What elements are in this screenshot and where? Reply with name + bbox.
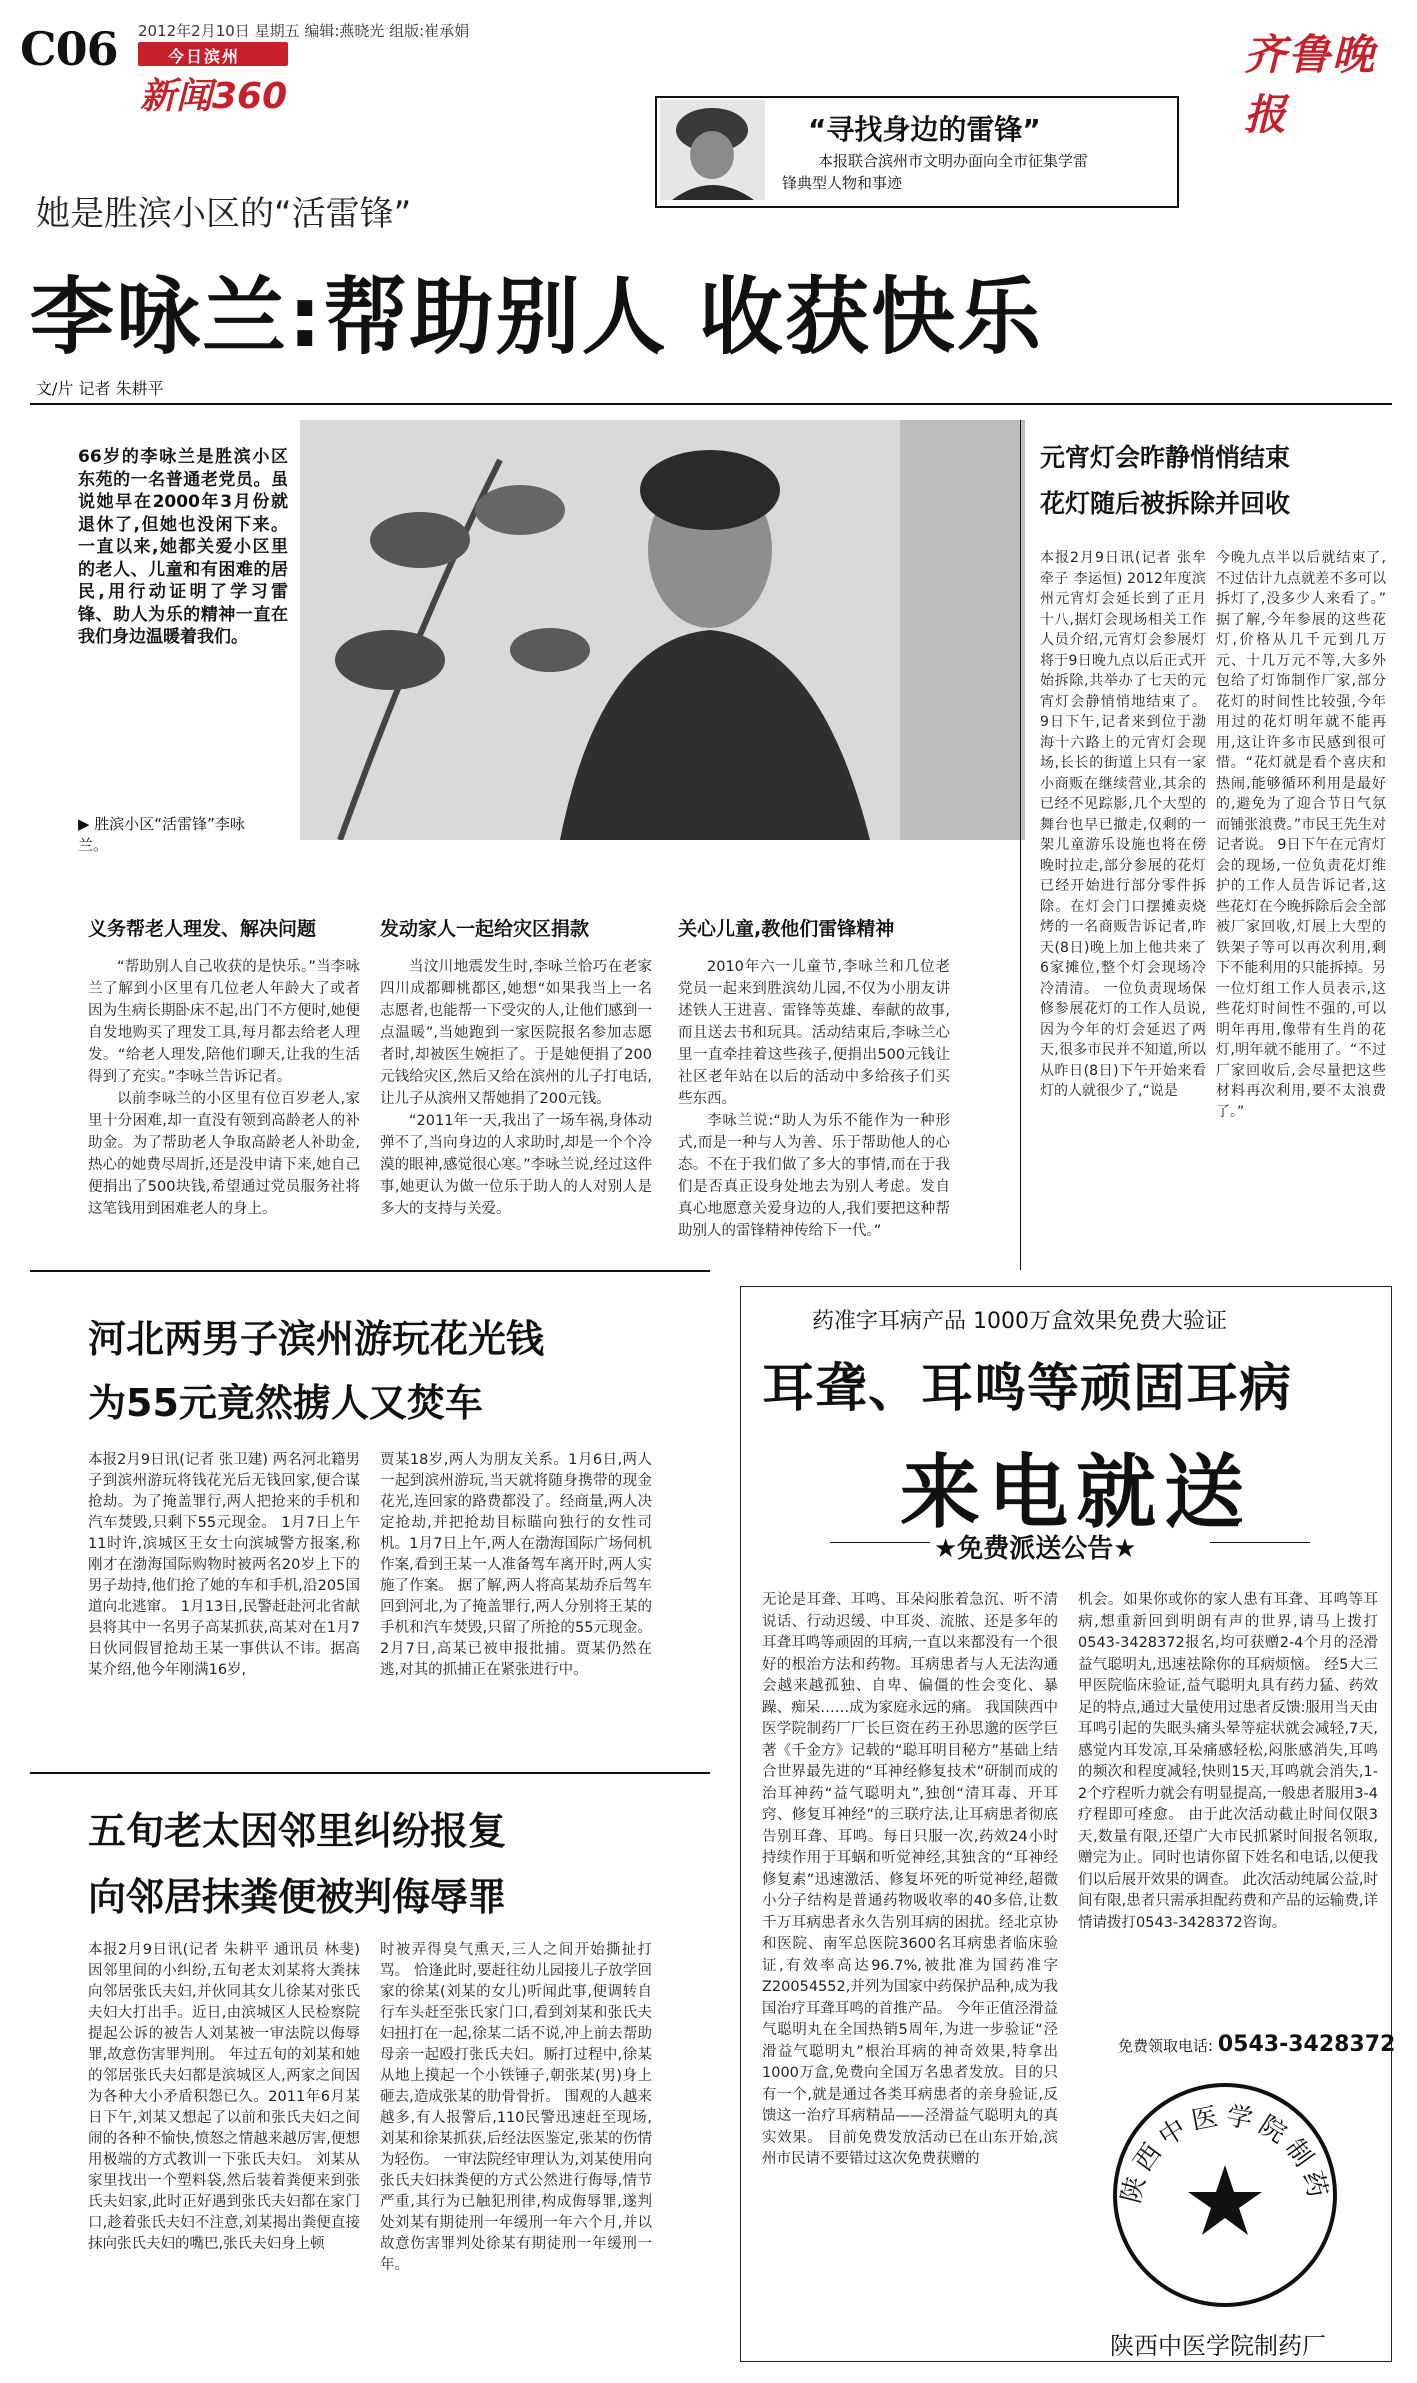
lead-col2-para-1: 当汶川地震发生时,李咏兰恰巧在老家四川成都卿桃都区,她想“如果我当上一名志愿者,也能帮一下受灾的人,让他们感到一点温暖”,当她跑到一家医院报名参加志愿者时,却被医生婉拒了。于是她便捐了200元钱给灾区,然后又给在滨州的儿子打电话,让儿子从滨州又帮她捐了200元钱。 [380,959,652,1107]
lead-photo-caption: ▶ 胜滨小区“活雷锋”李咏兰。 [78,815,245,854]
ad-col2-text: 机会。如果你或你的家人患有耳聋、耳鸣等耳病,想重新回到明朗有声的世界,请马上拨打0543-3428372报名,均可获赠2-4个月的泾滑益气聪明丸,迅速祛除你的耳病烦恼。 经5大三甲医院临床验证,益气聪明丸具有药力猛、药效足的特点,通过大量使用过患者反馈:服用当天由耳鸣引起的失眠头痛头晕等症状就会减轻,7天,感觉内耳发凉,耳朵痛感轻松,闷胀感消失,耳鸣的频次和程度减轻,快则15天,耳鸣就会消失,1-2个疗程听力就会有明显提高,一般患者服用3-4疗程即可痊愈。 由于此次活动截止时间仅限3天,数量有限,还望广大市民抓紧时间报名领取,赠完为止。同时也请你留下姓名和电话,以便我们以后展开效果的调查。 此次活动纯属公益,时间有限,患者只需承担配药费和产品的运输费,详情请拨打0543-3428372咨询。 [1078,1592,1378,1931]
lead-byline: 文/片 记者 朱耕平 [36,379,164,398]
svg-text:陕西中医学院制药厂 [1100,2070,1334,2206]
story2-column-1 [88,1450,360,1681]
campaign-sub-1: 本报联合滨州市文明办面向全市征集学雷 [818,152,1089,170]
pharma-seal-icon [1100,2070,1350,2320]
story3-column-1 [88,1940,360,2255]
story3-col1-text: 本报2月9日讯(记者 朱耕平 通讯员 林斐) 因邻里间的小纠纷,五旬老太刘某将大粪抹向邻居张氏夫妇,并伙同其女儿徐某对张氏夫妇大打出手。近日,由滨城区人民检察院提起公诉的被告人刘某被一审法院以侮辱罪,故意伤害罪判刑。 年过五旬的刘某和她的邻居张氏夫妇都是滨城区人,两家之间因为各种大小矛盾积怨已久。2011年6月某日下午,刘某又想起了以前和张氏夫妇之间闹的各种不愉快,愤怒之情越来越厉害,便想用极端的方式教训一下张氏夫妇。 刘某从家里找出一个塑料袋,然后装着粪便来到张氏夫妇家,此时正好遇到张氏夫妇都在家门口,趁着张氏夫妇不注意,刘某揭出粪便直接抹向张氏夫妇的嘴巴,张氏夫妇身上顿 [88,1942,360,2252]
story2-title-1: 河北两男子滨州游玩花光钱 [88,1317,545,1361]
rule-under-headline [30,403,1392,405]
lead-kicker: 她是胜滨小区的“活雷锋” [36,194,412,234]
ad-headline: 耳聋、耳鸣等顽固耳病 [762,1359,1293,1419]
rule-mid-2 [30,1772,710,1774]
brand-logo: 齐鲁晚报 [1244,30,1377,139]
lantern-col2-text: 今晚九点半以后就结束了,不过估计九点就差不多可以拆灯了,没多少人来看了。” 据了解,今年参展的这些花灯,价格从几千元到几万元、十几万元不等,大多外包给了灯饰制作厂家,部分花灯的时间性比较强,今年用过的花灯明年就不能再用,这让许多市民感到很可惜。“花灯就是看个喜庆和热闹,能够循环利用是最好的,避免为了迎合节日气氛而铺张浪费。”市民王先生对记者说。 9日下午在元宵灯会的现场,一位负责花灯维护的工作人员告诉记者,这些花灯在今晚拆除后会全部被厂家回收,灯展上大型的铁架子等可以再次利用,剩下不能利用的只能拆掉。另一位灯组工作人员表示,这些花灯时间性不强的,可以明年再用,像带有生肖的花灯,明年就不能用了。“不过厂家回收后,会尽量把这些材料再次利用,要不太浪费了。” [1216,550,1386,1120]
story2-col2-text: 贾某18岁,两人为朋友关系。1月6日,两人一起到滨州游玩,当天就将随身携带的现金花光,连回家的路费都没了。经商量,两人决定抢劫,并把抢劫目标瞄向独行的女性司机。1月7日上午,两人在渤海国际广场伺机作案,看到王某一人准备驾车离开时,两人实施了作案。 据了解,两人将高某劫乔后驾车回到河北,为了掩盖罪行,两人分别将王某的手机和汽车焚毁,只留了所抢的55元现金。2月7日,高某已被申报批捕。贾某仍然在逃,对其的抓捕正在紧张进行中。 [380,1452,652,1678]
leifeng-portrait [660,100,765,200]
lead-intro: 66岁的李咏兰是胜滨小区东苑的一名普通老党员。虽说她早在2000年3月份就退休了,但她也没闲下来。一直以来,她都关爱小区里的老人、儿童和有困难的居民,用行动证明了学习雷锋、助人为乐的精神一直在我们身边温暖着我们。 [78,447,288,647]
lantern-col1-text: 本报2月9日讯(记者 张牟牵子 李运恒) 2012年度滨州元宵灯会延长到了正月十八,据灯会现场相关工作人员介绍,元宵灯会参展灯将于9日晚九点以后正式开始拆除,共举办了七天的元宵灯会静悄悄地结束了。 9日下午,记者来到位于渤海十六路上的元宵灯会现场,长长的街道上只有一家小商贩在继续营业,其余的已经不见踪影,几个大型的舞台也早已撤走,仅剩的一架儿童游乐设施也将在傍晚时拉走,部分参展的花灯已经开始进行部分零件拆除。在灯会门口摆摊卖烧烤的一名商贩告诉记者,昨天(8日)晚上加上他共来了6家摊位,整个灯会现场冷冷清清。 一位负责现场保修参展花灯的工作人员说,因为今年的灯会延迟了两天,很多市民并不知道,所以从昨日(8日)下午开始来看灯的人就很少了,“说是 [1040,550,1206,1099]
story3-column-2 [380,1940,652,2276]
story2-column-2 [380,1450,652,1681]
ad-column-2 [1078,1590,1378,1934]
lead-col3-para-1: 2010年六一儿童节,李咏兰和几位老党员一起来到胜滨幼儿园,不仅为小朋友讲述铁人王进喜、雷锋等英雄、奉献的故事,而且送去书和玩具。活动结束后,李咏兰心里一直牵挂着这些孩子,便捐出500元钱让社区老年站在以后的活动中多给孩子们买些东西。 [678,959,950,1107]
lead-col2-para-2: “2011年一天,我出了一场车祸,身体动弹不了,当向身边的人求助时,却是一个个冷漠的眼神,感觉很心寒。”李咏兰说,经过这件事,她更认为做一位乐于助人的人对别人是多大的支持与关爱。 [380,1113,652,1217]
lead-col3-para-2: 李咏兰说:“助人为乐不能作为一种形式,而是一种与人为善、乐于帮助他人的心态。不在于我们做了多大的事情,而在于我们是否真正设身处地去为别人考虑。发自真心地愿意关爱身边的人,我们要把这种帮助别人的雷锋精神传给下一代。” [678,1113,950,1239]
story2-col1-text: 本报2月9日讯(记者 张卫建) 两名河北籍男子到滨州游玩将钱花光后无钱回家,便合谋抢劫。为了掩盖罪行,两人把抢来的手机和汽车焚毁,只剩下55元现金。 1月7日上午11时许,滨城区王女士向滨城警方报案,称刚才在渤海国际购物时被两名20岁上下的男子劫持,他们抢了她的车和手机,沿205国道向北逃窜。 1月13日,民警赶赴河北省献县将其中一名男子高某抓获,高某对在1月7日伙同假冒抢劫王某一事供认不讳。据高某介绍,他今年刚满16岁, [88,1452,360,1678]
ad-notice: ★免费派送公告★ [934,1534,1137,1564]
seal-arc-text: 陕西中医学院制药 [1116,2100,1334,2207]
lantern-title-2: 花灯随后被拆除并回收 [1040,489,1291,518]
lead-column-2 [380,956,652,1220]
lead-sub-1: 义务帮老人理发、解决问题 [88,918,317,940]
lead-headline: 李咏兰:帮助别人 收获快乐 [30,268,1043,366]
ad-column-1 [762,1590,1058,2171]
campaign-sub-2: 锋典型人物和事迹 [782,174,903,192]
ad-phone-number: 0543-3428372 [1217,2032,1396,2057]
lantern-column-1 [1040,548,1206,1102]
rule-right-column [1020,420,1021,1270]
leifeng-portrait-icon [660,100,765,200]
ad-big-title: 来电就送 [900,1445,1252,1539]
section-name: 新闻360 [140,76,288,117]
ad-top-line: 药准字耳病产品 1000万盒效果免费大验证 [812,1309,1227,1334]
lead-col1-para-1: “帮助别人自己收获的是快乐。”当李咏兰了解到小区里有几位老人年龄大了或者因为生病长期卧床不起,出门不方便时,她便自发地购买了理发工具,每月都去给老人理发。“给老人理发,陪他们聊天,让我的生活得到了充实。”李咏兰告诉记者。 [88,959,360,1085]
lead-photo [300,420,1025,840]
lantern-column-2 [1216,548,1386,1122]
ad-col1-text: 无论是耳聋、耳鸣、耳朵闷胀着急沉、听不清说话、行动迟缓、中耳炎、流脓、还是多年的耳聋耳鸣等顽固的耳病,一直以来都没有一个很好的根治方法和药物。耳病患者与人无法沟通会越来越孤独、自卑、偏僵的性会变化、暴躁、痴呆……成为家庭永远的痛。 我国陕西中医学院制药厂厂长巨资在药王孙思邈的医学巨著《千金方》记载的“聪耳明目秘方”基础上结合世界最先进的“耳神经修复技术”研制而成的治耳神药“益气聪明丸”,独创“清耳毒、开耳窍、修复耳神经”的三联疗法,让耳病患者彻底告别耳聋、耳鸣。每日只服一次,药效24小时持续作用于耳蜗和听觉神经,其独含的“耳神经修复素”迅速激活、修复坏死的听觉神经,超微小分子结构是普通药物吸收率的40多倍,让数千万耳病患者永久告别耳病的困扰。经北京协和医院、南军总医院3600名耳病患者临床验证,有效率高达96.7%,被批准为国药准字Z20054552,并列为国家中药保护品种,成为我国治疗耳聋耳鸣的首推产品。 今年正值泾滑益气聪明丸在全国热销5周年,为进一步验证“泾滑益气聪明丸”根治耳病的神奇效果,特拿出1000万盒,免费向全国万名患者发放。目的只有一个,就是通过各类耳病患者的亲身验证,反馈这一治疗耳病精品——泾滑益气聪明丸的真实效果。 目前免费发放活动已在山东开始,滨州市民请不要错过这次免费获赠的 [762,1592,1058,2167]
lead-sub-2: 发动家人一起给灾区捐款 [380,918,590,940]
ad-notice-rule-left [830,1542,930,1543]
lantern-title-1: 元宵灯会昨静悄悄结束 [1040,443,1291,472]
lead-column-1 [88,956,360,1220]
story3-title-1: 五旬老太因邻里纠纷报复 [88,1809,507,1853]
lead-column-3 [678,956,950,1242]
page-code: C06 [20,22,118,76]
section-banner-label: 今日滨州 [168,47,241,66]
lead-col1-para-2: 以前李咏兰的小区里有位百岁老人,家里十分困难,却一直没有领到高龄老人的补助金。为了帮助老人争取高龄老人补助金,热心的她费尽周折,还是没申请下来,她自己便捐出了500块钱,希望通过党员服务社将这笔钱用到困难老人的身上。 [88,1091,360,1217]
ad-phone-label: 免费领取电话: [1118,2037,1214,2055]
seal-caption: 陕西中医学院制药厂 [1110,2332,1326,2360]
story2-title-2: 为55元竟然掳人又焚车 [88,1381,483,1425]
campaign-title: “寻找身边的雷锋” [808,113,1041,146]
pharma-seal [1100,2070,1350,2320]
ad-notice-rule-right [1210,1542,1310,1543]
page-meta: 2012年2月10日 星期五 编辑:燕晓光 组版:崔承娟 [138,22,470,40]
ad-phone-line [1118,2032,1395,2057]
rule-mid-1 [30,1270,710,1272]
lead-sub-3: 关心儿童,教他们雷锋精神 [678,918,895,940]
story3-title-2: 向邻居抹粪便被判侮辱罪 [88,1875,507,1919]
lead-photo-image [300,420,1025,840]
story3-col2-text: 时被弄得臭气熏天,三人之间开始撕扯打骂。 恰逢此时,要赶往幼儿园接儿子放学回家的徐某(刘某的女儿)听闻此事,便调转自行车头赶至张氏家门口,看到刘某和张氏夫妇扭打在一起,徐某二话不说,冲上前去帮助母亲一起殴打张氏夫妇。厮打过程中,徐某从地上摸起一个小铁锤子,朝张某(男)身上砸去,造成张某的肋骨骨折。 围观的人越来越多,有人报警后,110民警迅速赶至现场,刘某和徐某抓获,后经法医鉴定,张某的伤情为轻伤。 一审法院经审理认为,刘某使用向张氏夫妇抹粪便的方式公然进行侮辱,情节严重,其行为已触犯刑律,构成侮辱罪,遂判处刘某有期徒刑一年缓刑一年六个月,并以故意伤害罪判处徐某有期徒刑一年缓刑一年。 [380,1942,652,2273]
